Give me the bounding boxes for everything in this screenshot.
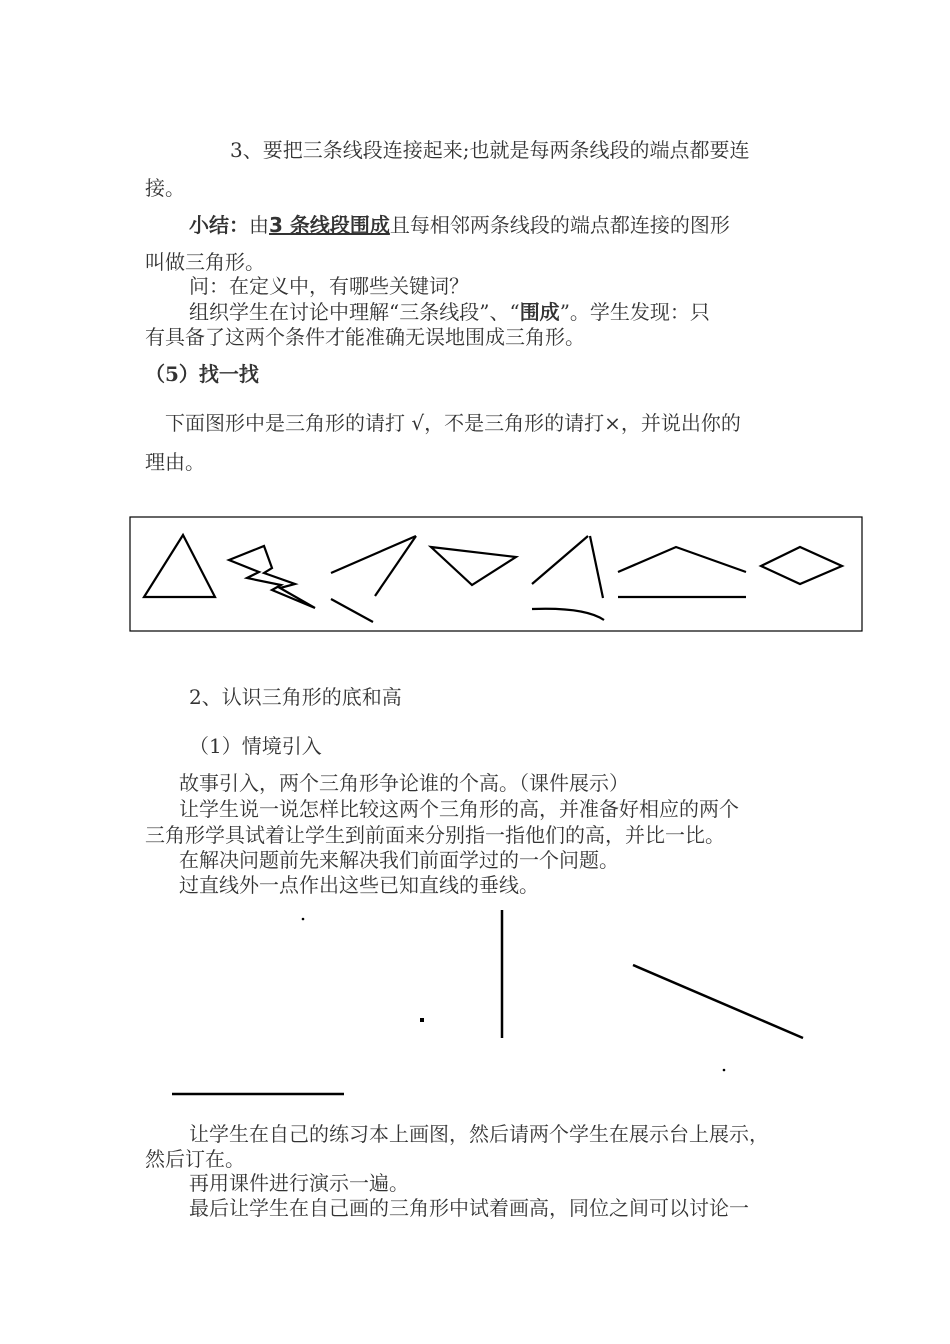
compare-text-cont: 三角形学具试着让学生到前面来分别指一指他们的高，并比一比。 bbox=[145, 823, 725, 847]
summary-label: 小结： bbox=[189, 213, 249, 237]
story-text: 故事引入，两个三角形争论谁的个高。（课件展示） bbox=[179, 771, 629, 795]
point-b bbox=[420, 1018, 424, 1022]
final-text: 最后让学生在自己画的三角形中试着画高，同位之间可以讨论一 bbox=[189, 1196, 749, 1220]
organize-pre: 组织学生在讨论中理解“三条线段”、“ bbox=[189, 300, 520, 324]
task-text-cont: 理由。 bbox=[145, 450, 205, 474]
heading-find: （5）找一找 bbox=[145, 362, 259, 386]
summary-emphasis: 3 条线段围成 bbox=[269, 213, 390, 237]
summary-pre: 由 bbox=[249, 213, 269, 237]
summary-cont: 叫做三角形。 bbox=[145, 250, 265, 274]
point-a bbox=[302, 918, 305, 921]
section2-heading: 2、认识三角形的底和高 bbox=[189, 685, 402, 709]
compare-text: 让学生说一说怎样比较这两个三角形的高，并准备好相应的两个 bbox=[179, 797, 739, 821]
organize-cont: 有具备了这两个条件才能准确无误地围成三角形。 bbox=[145, 325, 585, 349]
demo-text: 再用课件进行演示一遍。 bbox=[189, 1171, 409, 1195]
given-line-slanted bbox=[633, 965, 803, 1038]
summary-post: 且每相邻两条线段的端点都连接的图形 bbox=[389, 213, 730, 237]
practice-text: 让学生在自己的练习本上画图，然后请两个学生在展示台上展示， bbox=[189, 1122, 769, 1146]
organize-post: ”。学生发现：只 bbox=[559, 300, 710, 324]
practice-text-cont: 然后订在。 bbox=[145, 1147, 245, 1171]
organize-emphasis: 围成 bbox=[519, 300, 560, 324]
question-text: 问：在定义中，有哪些关键词？ bbox=[189, 274, 469, 298]
perpendicular-text: 过直线外一点作出这些已知直线的垂线。 bbox=[179, 873, 539, 897]
subsection1-heading: （1）情境引入 bbox=[189, 734, 322, 758]
step3-text: 3、要把三条线段连接起来;也就是每两条线段的端点都要连 bbox=[230, 138, 750, 162]
point-c bbox=[723, 1069, 726, 1072]
solve-text: 在解决问题前先来解决我们前面学过的一个问题。 bbox=[179, 848, 619, 872]
step3-text-cont: 接。 bbox=[145, 176, 185, 200]
task-text: 下面图形中是三角形的请打 √，不是三角形的请打×，并说出你的 bbox=[165, 411, 741, 435]
